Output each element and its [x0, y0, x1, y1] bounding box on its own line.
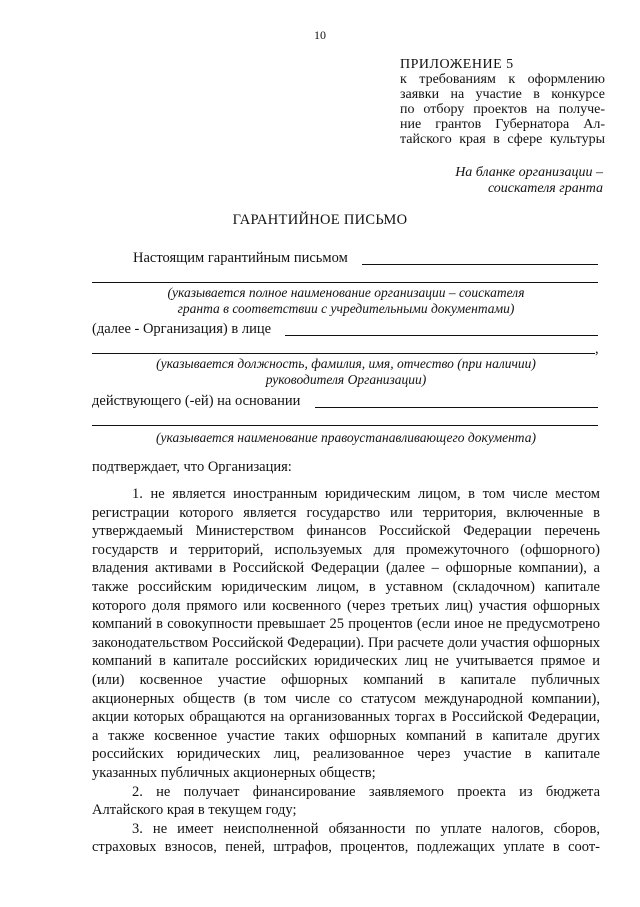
basis-document-hint: (указывается наименование правоустанавливающего документа)	[156, 430, 536, 445]
appendix-line: заявки на участие в конкурсе	[400, 87, 605, 102]
appendix-title: ПРИЛОЖЕНИЕ 5	[400, 57, 514, 72]
page-number: 10	[314, 28, 326, 42]
letterhead-note-line: На бланке организации –	[455, 165, 603, 180]
basis-document-field-continued[interactable]	[92, 425, 598, 426]
confirmation-text: подтверждает, что Организация:	[92, 459, 292, 475]
hint-line: (указывается полное наименование организации – соискателя	[167, 285, 525, 300]
intro-text: Настоящим гарантийным письмом	[133, 250, 348, 266]
representative-label: (далее - Организация) в лице	[92, 321, 272, 337]
appendix-header	[400, 57, 605, 147]
organization-name-field[interactable]	[362, 264, 598, 265]
clause-1: 1. не является иностранным юридическим лицом, в том числе местом регистрации которого является государство или территория, включенные в утверждаемый Министерством финансов Российской Федерации перечень государств и территорий, используемых для промежуточного (офшорного) владения активами в Российской Федерации (далее – офшорные компании), а также российским юридическим лицом, в уставном (складочном) капитале которого доля прямого или косвенного (через третьих лиц) участия офшорных компаний в совокупности превышает 25 процентов (если иное не предусмотрено законодательством Российской Федерации). При расчете доли участия офшорных компаний в капитале российских юридических лиц не учитывается прямое и (или) косвенное участие офшорных компаний в капитале публичных акционерных обществ (в том числе со статусом международной компании), акции которых обращаются на организованных торгах в Российской Федерации, а также косвенное участие таких офшорных компаний в капитале других российских юридических лиц, реализованное через участие в капитале указанных публичных акционерных обществ;	[92, 486, 600, 781]
representative-field-continued[interactable]	[92, 353, 595, 354]
document-body	[92, 485, 600, 857]
appendix-line: по отбору проектов на получе-	[400, 102, 605, 117]
comma-mark: ,	[595, 341, 599, 357]
hint-line: руководителя Организации)	[265, 372, 427, 387]
basis-document-field[interactable]	[315, 407, 598, 408]
appendix-line: ние грантов Губернатора Ал-	[400, 117, 605, 132]
document-title: ГАРАНТИЙНОЕ ПИСЬМО	[232, 212, 408, 228]
representative-hint	[92, 356, 600, 388]
clause-3: 3. не имеет неисполненной обязанности по уплате налогов, сборов, страховых взносов, пеней, штрафов, процентов, подлежащих уплате в соот-	[92, 820, 600, 856]
clause-2: 2. не получает финансирование заявляемого проекта из бюджета Алтайского края в текущем году;	[92, 783, 600, 819]
appendix-line: к требованиям к оформлению	[400, 72, 605, 87]
hint-line: (указывается должность, фамилия, имя, отчество (при наличии)	[156, 356, 536, 371]
basis-label: действующего (-ей) на основании	[92, 393, 301, 409]
appendix-line: тайского края в сфере культуры	[400, 132, 605, 147]
organization-name-hint	[92, 285, 600, 317]
organization-name-field-continued[interactable]	[92, 282, 598, 283]
letterhead-note-line: соискателя гранта	[487, 181, 603, 196]
hint-line: гранта в соответствии с учредительными документами)	[177, 301, 515, 316]
letterhead-note	[395, 165, 603, 197]
representative-field[interactable]	[285, 335, 598, 336]
